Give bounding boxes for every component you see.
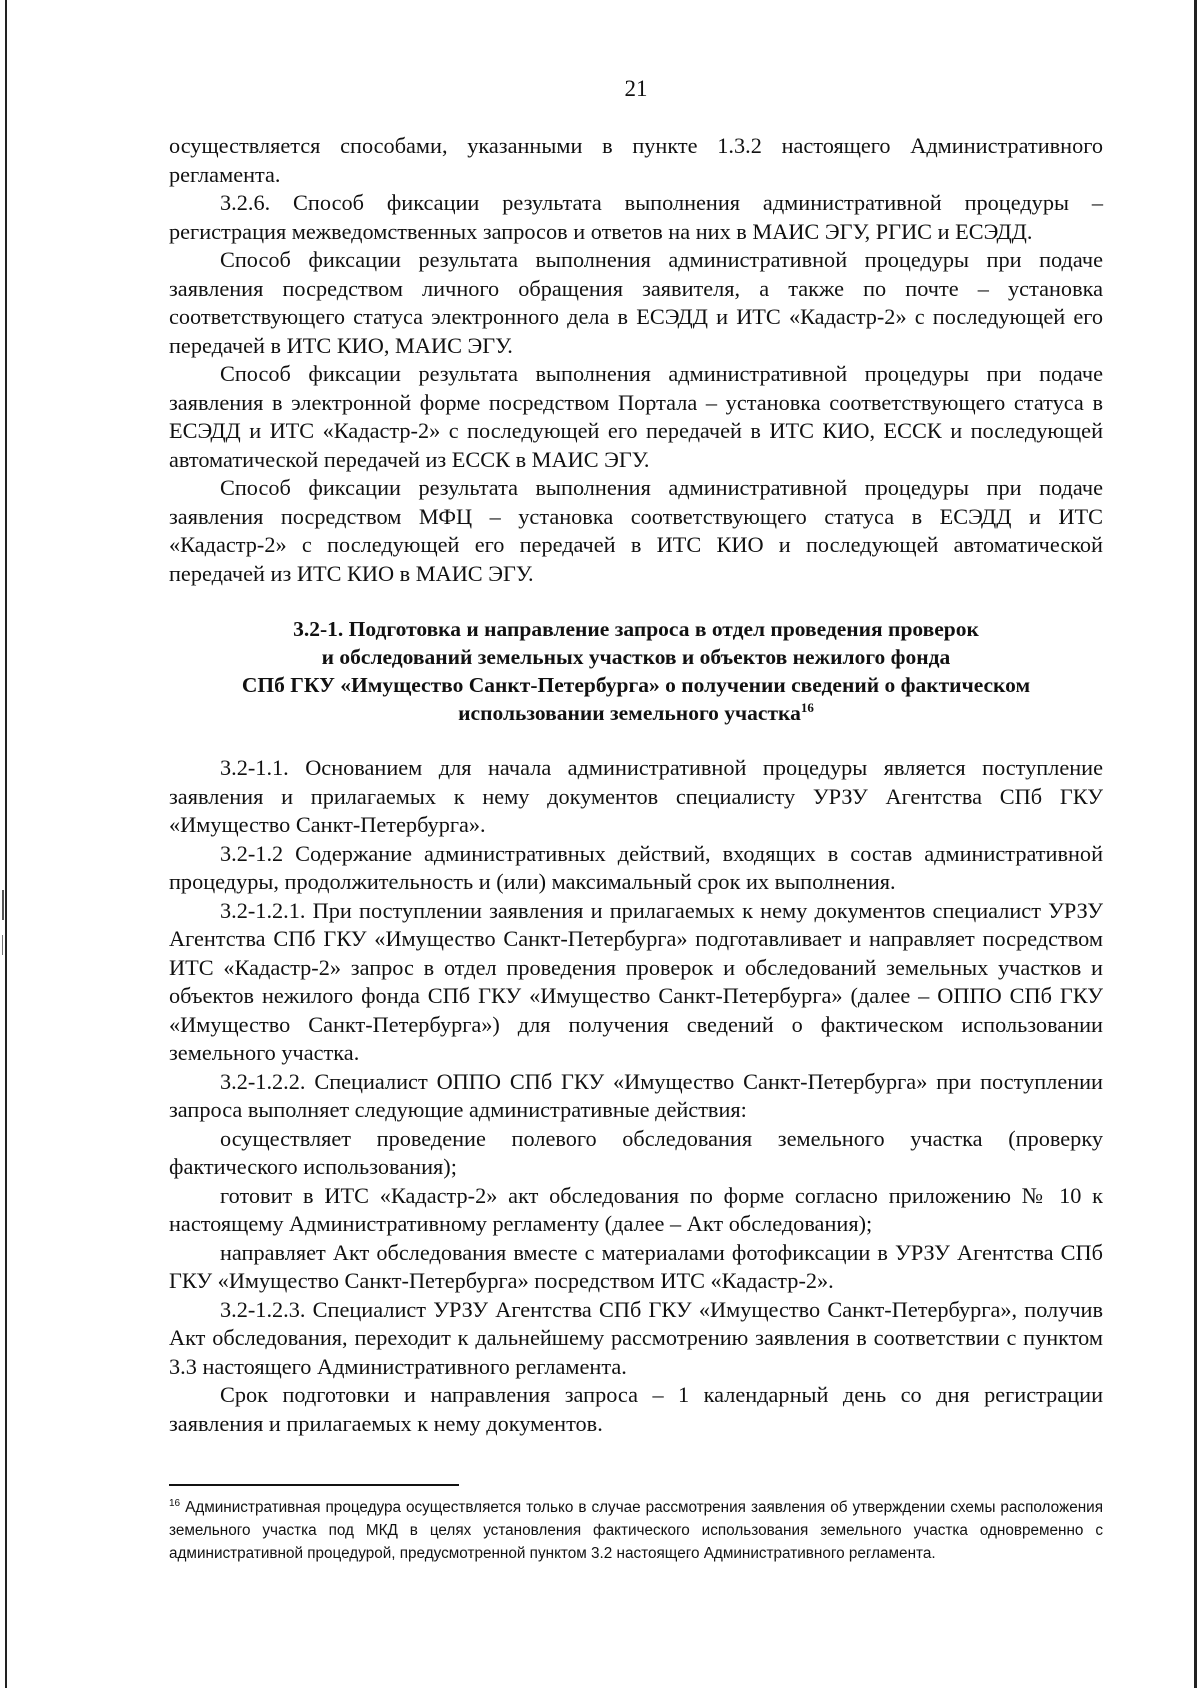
paragraph: направляет Акт обследования вместе с материалами фотофиксации в УРЗУ Агентства СПб ГКУ «Имущество Санкт-Петербурга» посредством ИТС «Кадастр-2». [169, 1239, 1103, 1293]
scan-artifact [2, 935, 3, 955]
paragraph: 3.2-1.2.3. Специалист УРЗУ Агентства СПб ГКУ «Имущество Санкт-Петербурга», получив Акт обследования, переходит к дальнейшему рассмотрению заявления в соответствии с пунктом 3.3 настоящего Административного регламента. [169, 1296, 1103, 1379]
paragraph: Способ фиксации результата выполнения административной процедуры при подаче заявления посредством личного обращения заявителя, а также по почте – установка соответствующего статуса электронного дела в ЕСЭДД и ИТС «Кадастр-2» с последующей его передачей в ИТС КИО, МАИС ЭГУ. [169, 247, 1103, 358]
paragraph: 3.2.6. Способ фиксации результата выполнения административной процедуры – регистрация межведомственных запросов и ответов на них в МАИС ЭГУ, РГИС и ЕСЭДД. [169, 190, 1103, 244]
scan-border-left [5, 0, 7, 1688]
paragraph: 3.2-1.2.1. При поступлении заявления и прилагаемых к нему документов специалист УРЗУ Агентства СПб ГКУ «Имущество Санкт-Петербурга» подготавливает и направляет посредством ИТС «Кадастр-2» запрос в отдел проведения проверок и обследований земельных участков и объектов нежилого фонда СПб ГКУ «Имущество Санкт-Петербурга» (далее – ОППО СПб ГКУ «Имущество Санкт-Петербурга») для получения сведений о фактическом использовании земельного участка. [169, 897, 1103, 1065]
paragraph: 3.2-1.2 Содержание административных действий, входящих в состав административной процедуры, продолжительность и (или) максимальный срок их выполнения. [169, 840, 1103, 894]
section-heading-line: и обследований земельных участков и объектов нежилого фонда [321, 645, 951, 669]
paragraph: 3.2-1.1. Основанием для начала административной процедуры является поступление заявления и прилагаемых к нему документов специалисту УРЗУ Агентства СПб ГКУ «Имущество Санкт-Петербурга». [169, 755, 1103, 837]
scan-artifact [2, 890, 4, 920]
page-number: 21 [624, 76, 648, 101]
section-heading-line: СПб ГКУ «Имущество Санкт-Петербурга» о получении сведений о фактическом [241, 673, 1031, 697]
footnote-marker: 16 [169, 1497, 181, 1509]
footnote-reference[interactable]: 16 [800, 699, 814, 715]
body-before-section [169, 132, 1103, 588]
section-heading-line: 3.2-1. Подготовка и направление запроса в отдел проведения проверок [293, 617, 979, 641]
footnote-text: Административная процедура осуществляется только в случае рассмотрения заявления об утверждении схемы расположения земельного участка под МКД в целях установления фактического использования земельного участка одновременно с административной процедурой, предусмотренной пунктом 3.2 настоящего Административного регламента. [169, 1499, 1103, 1562]
section-heading-text: использовании земельного участка [458, 701, 801, 725]
paragraph: 3.2-1.2.2. Специалист ОППО СПб ГКУ «Имущество Санкт-Петербурга» при поступлении запроса выполняет следующие административные действия: [169, 1068, 1103, 1122]
footnote [169, 1496, 1103, 1565]
paragraph: осуществляет проведение полевого обследования земельного участка (проверку фактического использования); [169, 1125, 1103, 1179]
section-heading [169, 615, 1103, 727]
section-heading-line [169, 699, 1103, 727]
paragraph: осуществляется способами, указанными в пункте 1.3.2 настоящего Административного регламента. [169, 133, 1103, 187]
scan-border-right [1194, 0, 1197, 1688]
paragraph: Способ фиксации результата выполнения административной процедуры при подаче заявления посредством МФЦ – установка соответствующего статуса в ЕСЭДД и ИТС «Кадастр-2» с последующей его передачей в ИТС КИО и последующей автоматической передачей из ИТС КИО в МАИС ЭГУ. [169, 475, 1103, 586]
paragraph: Способ фиксации результата выполнения административной процедуры при подаче заявления в электронной форме посредством Портала – установка соответствующего статуса в ЕСЭДД и ИТС «Кадастр-2» с последующей его передачей в ИТС КИО, ЕССК и последующей автоматической передачей из ЕССК в МАИС ЭГУ. [169, 361, 1103, 472]
body-after-section [169, 754, 1103, 1438]
document-page [169, 74, 1103, 1565]
footnote-separator [169, 1484, 459, 1486]
paragraph: готовит в ИТС «Кадастр-2» акт обследования по форме согласно приложению № 10 к настоящему Административному регламенту (далее – Акт обследования); [169, 1182, 1103, 1236]
paragraph: Срок подготовки и направления запроса – 1 календарный день со дня регистрации заявления и прилагаемых к нему документов. [169, 1382, 1103, 1436]
